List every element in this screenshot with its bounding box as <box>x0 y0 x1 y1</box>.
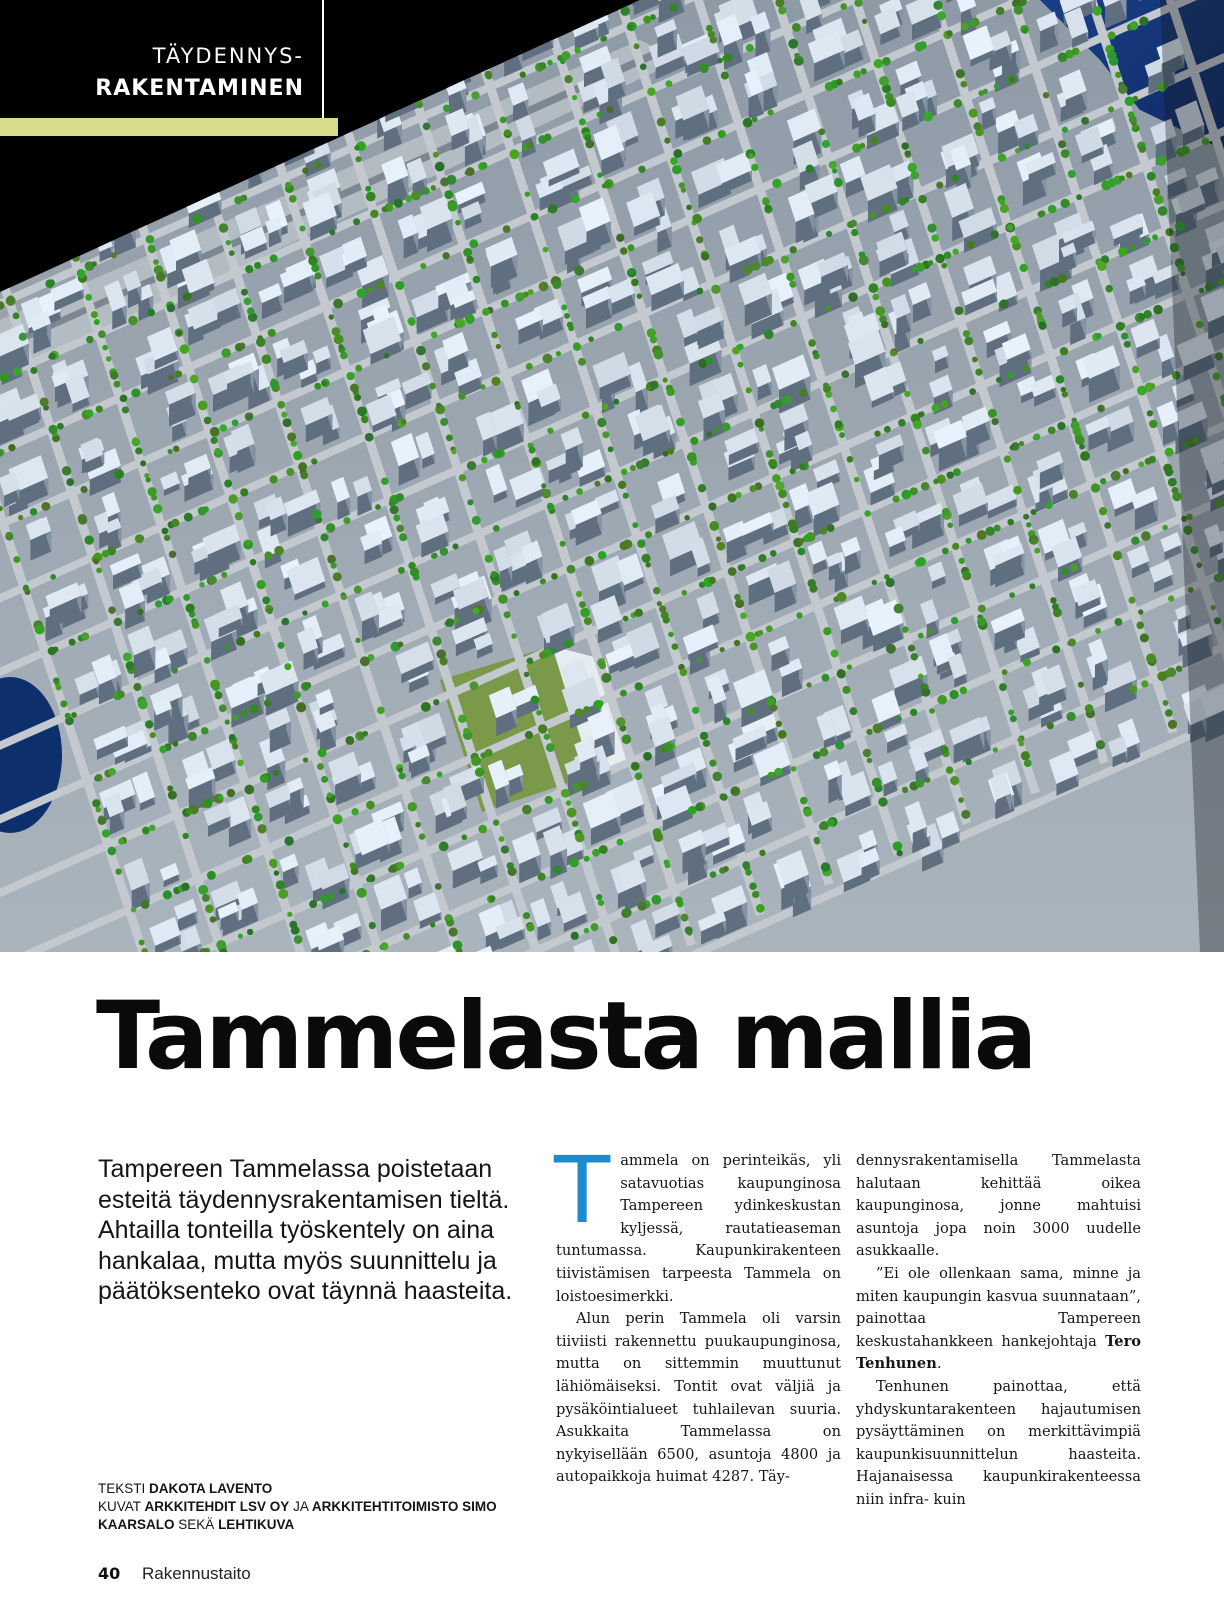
body-paragraph: Tenhunen painottaa, että yhdyskuntarakenteen hajautumisen pysäyttäminen on merkittävimpiä kaupunkisuunnittelun haasteita. Hajanaisessa kaupunkirakenteessa niin infra- kuin <box>856 1377 1141 1508</box>
article-lead: Tampereen Tammelassa poistetaan esteitä täydennysrakentamisen tieltä. Ahtailla tonteilla työskentely on aina hankalaa, mutta myös suunnittelu ja päätöksenteko ovat täynnä haasteita. <box>98 1155 513 1305</box>
body-paragraph-quote <box>856 1263 1141 1376</box>
credits-photographer-3: LEHTIKUVA <box>218 1517 295 1532</box>
credits-text-label: TEKSTI <box>98 1481 146 1496</box>
article-headline: Tammelasta mallia <box>96 982 1035 1091</box>
section-tag-line2: RAKENTAMINEN <box>95 76 304 101</box>
credits-photographer-2: ARKKITEHTITOIMISTO SIMO KAARSALO <box>98 1499 497 1532</box>
magazine-name: Rakennustaito <box>142 1564 251 1583</box>
drop-cap: T <box>554 1137 611 1244</box>
quote-end: . <box>936 1355 942 1373</box>
credits-also: SEKÄ <box>178 1517 215 1532</box>
body-paragraph-text: ammela on perinteikäs, yli satavuotias kaupunginosa Tampereen ydinkeskustan kyljessä, rautatieaseman tuntumassa. Kaupunkirakenteen tiivistämisen tarpeesta Tammela on loistoesimerkki. <box>556 1152 841 1305</box>
body-column-1 <box>554 1137 841 1489</box>
person-name: Tero Tenhunen <box>856 1332 1141 1373</box>
page-number: 40 <box>98 1564 121 1583</box>
section-accent-bar <box>0 118 338 136</box>
credits-author: DAKOTA LAVENTO <box>149 1481 273 1496</box>
body-column-2 <box>856 1150 1141 1512</box>
section-tag <box>0 0 322 118</box>
section-tag-line1: TÄYDENNYS- <box>152 44 304 68</box>
body-paragraph: dennysrakentamisella Tammelasta halutaan kehittää oikea kaupunginosa, jonne mahtuisi asuntoja jopa noin 3000 uudelle asukkaalle. <box>856 1152 1141 1260</box>
credits-photo-line <box>98 1498 538 1534</box>
section-tag-divider <box>322 0 324 118</box>
body-paragraph: Alun perin Tammela oli varsin tiiviisti rakennettu puukaupunginosa, mutta on sittemmin muuttunut lähiömäiseksi. Tontit ovat väljiä ja pysäköintialueet tuhlailevan suuria. Asukkaita Tammelassa on nykyisellään 6500, asuntoja 4800 ja autopaikkoja huimat 4287. Täy- <box>556 1310 841 1486</box>
article-credits <box>98 1480 538 1534</box>
body-paragraph <box>554 1137 841 1308</box>
credits-and: JA <box>293 1499 309 1514</box>
credits-text-line <box>98 1480 538 1498</box>
credits-photos-label: KUVAT <box>98 1499 141 1514</box>
quote-text: ”Ei ole ollenkaan sama, minne ja miten kaupungin kasvua suunnataan”, painottaa Tampereen keskustahankkeen hankejohtaja <box>856 1264 1141 1350</box>
credits-photographer-1: ARKKITEHDIT LSV OY <box>144 1499 290 1514</box>
